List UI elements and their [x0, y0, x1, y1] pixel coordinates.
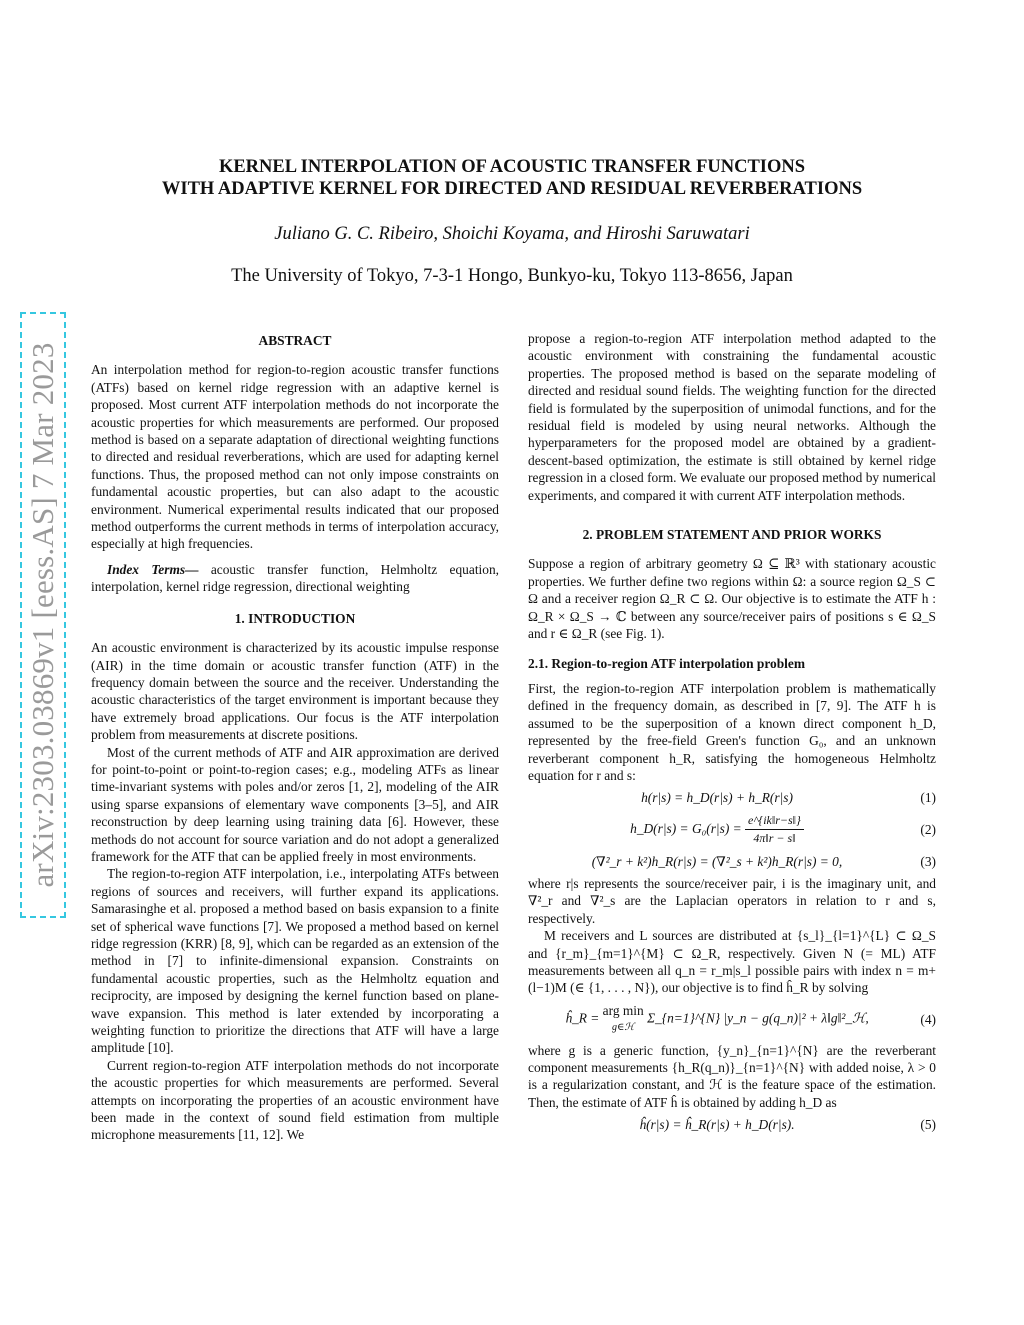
equation-1-number: (1)	[920, 790, 936, 806]
equation-3	[528, 853, 936, 870]
intro-paragraph-3: The region-to-region ATF interpolation, i.e., interpolating ATFs between regions of sources and receivers, will further expand its applications. Samarasinghe et al. proposed a method based on basis expansion to a finite set of spherical wave functions [7]. We proposed a method based on kernel ridge regression (KRR) [8, 9], which can be regarded as an extension of the method in [7] to infinite-dimensional expansion. Constraints on fundamental acoustic properties, such as the Helmholtz equation and reciprocity, are imposed by designing the kernel function based on plane-wave expansion. This method is later extended by incorporating a weighting function to prioritize the directions that ATF will have a large amplitude [10].	[91, 866, 499, 1056]
affiliation: The University of Tokyo, 7-3-1 Hongo, Bunkyo-ku, Tokyo 113-8656, Japan	[231, 266, 793, 286]
intro-paragraph-1: An acoustic environment is characterized by its acoustic impulse response (AIR) in the time domain or acoustic transfer function (ATF) in the frequency domain between the source and the receiver. Understanding the acoustic characteristics of the target environment is important because they have extremely broad applications. Our focus is the ATF interpolation problem from measurements at discrete positions.	[91, 640, 499, 743]
title-line-1: KERNEL INTERPOLATION OF ACOUSTIC TRANSFER FUNCTIONS	[218, 157, 806, 177]
problem-paragraph-2: First, the region-to-region ATF interpolation problem is mathematically defined in the frequency domain, as described in [7, 9]. The ATF h is assumed to be the superposition of a known direct component h_D, represented by the free-field Green's function G₀, and an unknown reverberant component h_R, satisfying the homogeneous Helmholtz equation for r and s:	[528, 680, 936, 783]
problem-paragraph-3: where r|s represents the source/receiver pair, i is the imaginary unit, and ∇²_r and ∇²_s are the Laplacian operators in relation to r and s, respectively.	[528, 875, 936, 926]
equation-2-numerator: e^{ik‖r−s‖}	[745, 812, 804, 830]
abstract-heading: ABSTRACT	[258, 333, 332, 348]
equation-3-number: (3)	[920, 853, 936, 869]
equation-2-left: h_D(r|s) = G₀(r|s) =	[630, 820, 742, 836]
equation-5	[528, 1116, 936, 1133]
right-column	[528, 330, 936, 1139]
equation-4-argmin	[603, 1002, 644, 1037]
title-line-2: WITH ADAPTIVE KERNEL FOR DIRECTED AND RESIDUAL REVERBERATIONS	[161, 179, 863, 199]
equation-3-expr: (∇²_r + k²)h_R(r|s) = (∇²_s + k²)h_R(r|s) = 0,	[591, 853, 843, 869]
intro-paragraph-4: Current region-to-region ATF interpolation methods do not incorporate the acoustic properties for which measurements are performed. Several attempts on incorporating the properties of an acoustic environment have been made in the context of sound field estimation from multiple microphone measurements [11, 12]. We	[91, 1057, 499, 1143]
intro-paragraph-5: propose a region-to-region ATF interpolation method adapted to the acoustic environment with constraining the fundamental acoustic properties. The proposed method is based on the separate modeling of directed and residual sound fields. The weighting function for the directed field is formulated by the superposition of unimodal functions, and for the residual field is modeled by using neural networks. Although the hyperparameters for the proposed model are obtained by a gradient-descent-based optimization, the estimate is still obtained by kernel ridge regression in a closed form. We evaluate our proposed method by numerical experiments, and compared it with current ATF interpolation methods.	[528, 331, 936, 503]
equation-1	[528, 789, 936, 806]
equation-2-denominator: 4π‖r − s‖	[753, 831, 796, 846]
equation-5-number: (5)	[920, 1117, 936, 1133]
equation-4	[528, 1002, 936, 1037]
paper-title	[100, 156, 924, 200]
problem-paragraph-1: Suppose a region of arbitrary geometry Ω ⊆ ℝ³ with stationary acoustic properties. We further define two regions within Ω: a source region Ω_S ⊂ Ω and a receiver region Ω_R ⊂ Ω. Our objective is to estimate the ATF h : Ω_R × Ω_S → ℂ between any source/receiver pairs of positions s ∈ Ω_S and r ∈ Ω_R (see Fig. 1).	[528, 556, 936, 642]
index-terms-text: acoustic transfer function, Helmholtz equation, interpolation, kernel ridge regression, directional weighting	[91, 561, 499, 595]
arxiv-stamp	[20, 312, 66, 918]
index-terms	[91, 561, 499, 596]
equation-4-right: Σ_{n=1}^{N} |y_n − g(q_n)|² + λ‖g‖²_ℋ,	[647, 1010, 869, 1026]
authors: Juliano G. C. Ribeiro, Shoichi Koyama, and Hiroshi Saruwatari	[274, 224, 750, 244]
equation-1-expr: h(r|s) = h_D(r|s) + h_R(r|s)	[641, 790, 793, 806]
equation-2	[528, 812, 936, 848]
equation-2-number: (2)	[920, 821, 936, 837]
problem-paragraph-5: where g is a generic function, {y_n}_{n=1}^{N} are the reverberant component measurements {h_R(q_n)}_{n=1}^{N} with added noise, λ > 0 is a regularization constant, and ℋ is the feature space of the estimation. Then, the estimate of ATF ĥ is obtained by adding h_D as	[528, 1042, 936, 1110]
problem-heading: 2. PROBLEM STATEMENT AND PRIOR WORKS	[582, 527, 882, 543]
problem-paragraph-4: M receivers and L sources are distributed at {s_l}_{l=1}^{L} ⊂ Ω_S and {r_m}_{m=1}^{M} ⊂ Ω_R, respectively. Given N (= ML) ATF measurements between all q_n = r_m|s_l possible pairs with index n = m+(l−1)M (∈ {1, . . . , N}), our objective is to find ĥ_R by solving	[528, 928, 936, 996]
arxiv-stamp-text: arXiv:2303.03869v1 [eess.AS] 7 Mar 2023	[25, 342, 60, 888]
index-terms-label: Index Terms—	[107, 561, 199, 577]
equation-4-subscript: g∈ℋ	[612, 1022, 635, 1034]
equation-2-fraction	[745, 812, 804, 848]
subsection-heading: 2.1. Region-to-region ATF interpolation problem	[528, 655, 805, 671]
equation-5-expr: ĥ(r|s) = ĥ_R(r|s) + h_D(r|s).	[639, 1117, 795, 1133]
intro-heading: 1. INTRODUCTION	[234, 610, 356, 626]
intro-paragraph-2: Most of the current methods of ATF and AIR approximation are derived for point-to-point or point-to-region cases; e.g., modeling ATFs as linear time-invariant systems with poles and/or zeros [1, 2], modeling of the AIR using sparse expansions of elementary wave components [3–5], and AIR reconstruction by deep learning using training data [6]. However, these methods do not account for source variation and do not adopt a generalized framework for the ATF that can be applied freely in most environments.	[91, 744, 499, 864]
equation-4-operator: arg min	[602, 1002, 644, 1018]
left-column	[91, 330, 499, 1144]
equation-4-left: ĥ_R =	[565, 1010, 600, 1026]
equation-4-number: (4)	[920, 1011, 936, 1027]
abstract-text: An interpolation method for region-to-region acoustic transfer functions (ATFs) based on kernel ridge regression with an adaptive kernel is proposed. Most current ATF interpolation methods do not incorporate the acoustic properties for which measurements are performed. Our proposed method is based on a separate adaptation of directional weighting functions to directed and residual reverberations, which are used for adapting kernel functions. Thus, the proposed method can not only impose constraints on fundamental acoustic properties, but can also adapt to the acoustic environment. Numerical experimental results indicated that our proposed method outperforms the current methods in terms of interpolation accuracy, especially at high frequencies.	[91, 362, 499, 552]
